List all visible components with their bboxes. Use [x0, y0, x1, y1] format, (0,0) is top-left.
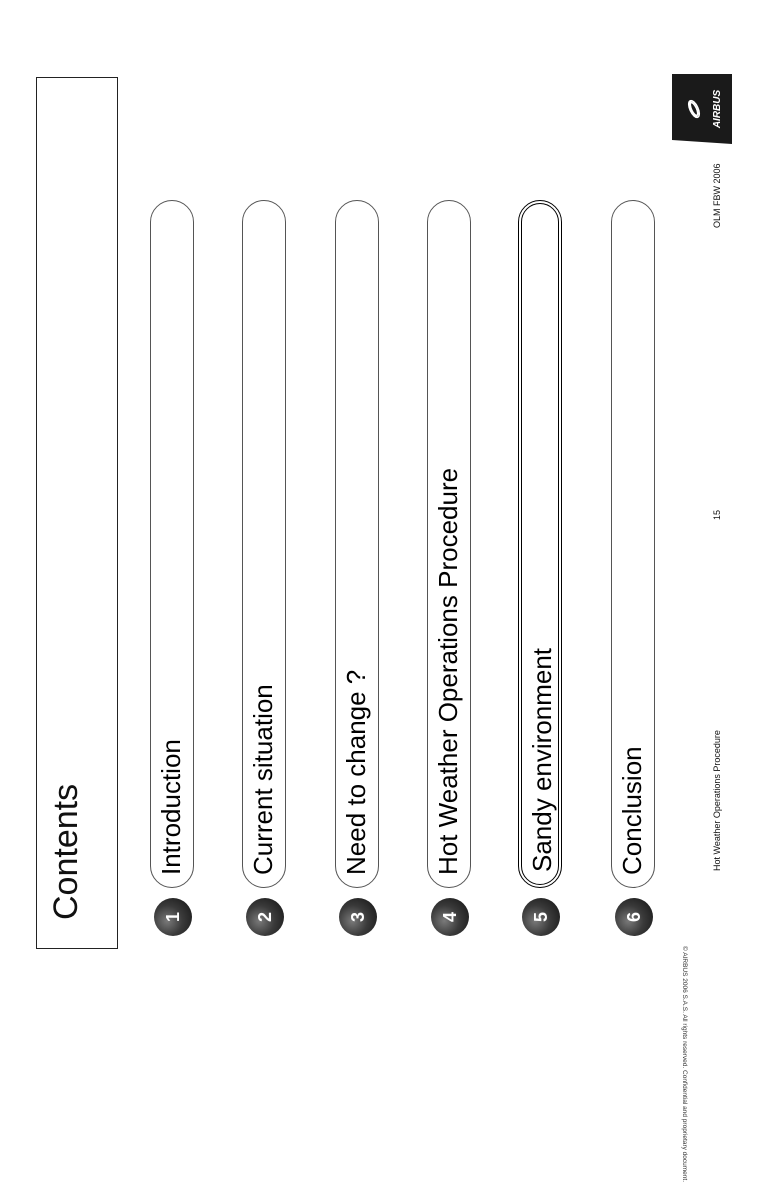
logo-text: AIRBUS	[712, 89, 723, 129]
item-number-badge: 6	[615, 898, 653, 936]
footer-document-title: Hot Weather Operations Procedure	[712, 730, 722, 871]
item-label: Current situation	[248, 684, 278, 875]
item-pill	[150, 200, 194, 888]
item-label: Sandy environment	[527, 647, 557, 872]
item-pill	[242, 200, 286, 888]
item-number-badge: 4	[431, 898, 469, 936]
title-box	[36, 77, 118, 949]
airbus-logo-icon	[672, 74, 732, 144]
item-label: Hot Weather Operations Procedure	[433, 467, 463, 875]
item-label: Conclusion	[617, 746, 647, 875]
copyright-notice: © AIRBUS 2006 S.A.S. All rights reserved. Confidential and proprietary document.	[681, 946, 688, 1182]
item-pill-active	[518, 200, 562, 888]
item-number-badge: 2	[246, 898, 284, 936]
contents-item-1[interactable]	[150, 0, 196, 936]
footer-course: OLM FBW 2006	[712, 163, 722, 228]
item-number-badge: 1	[154, 898, 192, 936]
slide-title: Contents	[47, 783, 85, 920]
contents-item-6[interactable]	[611, 0, 657, 936]
item-number-badge: 3	[339, 898, 377, 936]
item-pill	[335, 200, 379, 888]
item-label: Need to change ?	[341, 669, 371, 875]
footer-page-number: 15	[712, 509, 722, 520]
contents-item-4[interactable]	[427, 0, 473, 936]
item-label: Introduction	[156, 739, 186, 875]
contents-item-2[interactable]	[242, 0, 288, 936]
item-pill	[427, 200, 471, 888]
item-number-badge: 5	[522, 898, 560, 936]
contents-item-3[interactable]	[335, 0, 381, 936]
contents-item-5[interactable]	[518, 0, 564, 936]
item-pill	[611, 200, 655, 888]
